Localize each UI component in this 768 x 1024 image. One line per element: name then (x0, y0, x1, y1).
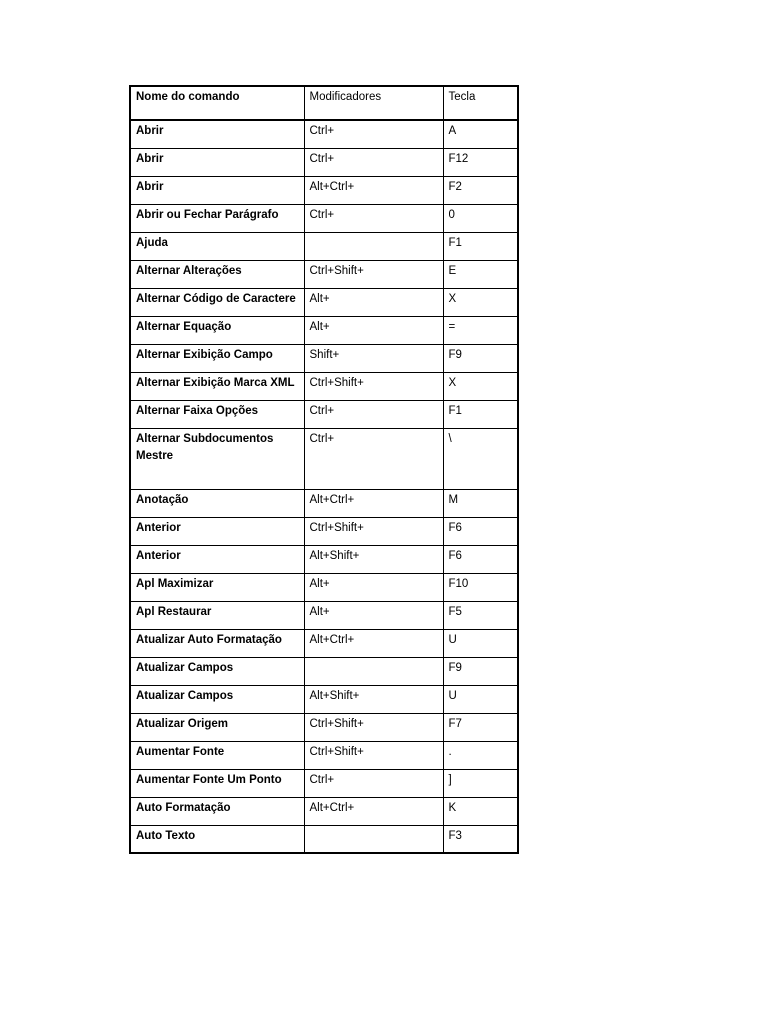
cell-key: F6 (443, 517, 518, 545)
cell-modifiers: Ctrl+ (304, 769, 443, 797)
cell-modifiers: Alt+ (304, 316, 443, 344)
cell-key: M (443, 489, 518, 517)
table-body (130, 120, 518, 853)
table-row (130, 288, 518, 316)
cell-modifiers: Ctrl+Shift+ (304, 372, 443, 400)
cell-key: X (443, 372, 518, 400)
cell-command-name: Atualizar Auto Formatação (130, 629, 304, 657)
table-row (130, 372, 518, 400)
table-row (130, 344, 518, 372)
cell-command-name: Abrir (130, 176, 304, 204)
cell-command-name: Anotação (130, 489, 304, 517)
table-row (130, 769, 518, 797)
cell-command-name: Atualizar Origem (130, 713, 304, 741)
cell-key: F5 (443, 601, 518, 629)
table-row (130, 741, 518, 769)
cell-modifiers: Ctrl+Shift+ (304, 517, 443, 545)
cell-key: F6 (443, 545, 518, 573)
table-row (130, 400, 518, 428)
table-row (130, 260, 518, 288)
cell-key: E (443, 260, 518, 288)
cell-command-name: Apl Restaurar (130, 601, 304, 629)
cell-key: F3 (443, 825, 518, 853)
cell-command-name: Auto Texto (130, 825, 304, 853)
cell-modifiers: Alt+Shift+ (304, 685, 443, 713)
table-header (130, 86, 518, 120)
cell-key: ] (443, 769, 518, 797)
cell-key: F12 (443, 148, 518, 176)
cell-key: F7 (443, 713, 518, 741)
table-row (130, 428, 518, 489)
cell-command-name: Apl Maximizar (130, 573, 304, 601)
cell-command-name: Alternar Alterações (130, 260, 304, 288)
table-row (130, 148, 518, 176)
cell-modifiers: Ctrl+ (304, 400, 443, 428)
cell-command-name: Alternar Exibição Campo (130, 344, 304, 372)
cell-key: U (443, 685, 518, 713)
cell-command-name: Alternar Equação (130, 316, 304, 344)
table-row (130, 657, 518, 685)
cell-key: F1 (443, 400, 518, 428)
cell-command-name: Anterior (130, 517, 304, 545)
cell-modifiers: Alt+ (304, 601, 443, 629)
cell-command-name: Anterior (130, 545, 304, 573)
cell-command-name: Atualizar Campos (130, 657, 304, 685)
cell-modifiers: Alt+Ctrl+ (304, 489, 443, 517)
table-row (130, 601, 518, 629)
cell-modifiers: Ctrl+ (304, 428, 443, 489)
cell-key: X (443, 288, 518, 316)
header-modifiers: Modificadores (304, 86, 443, 120)
cell-modifiers: Shift+ (304, 344, 443, 372)
table-row (130, 629, 518, 657)
cell-key: F9 (443, 657, 518, 685)
table-row (130, 489, 518, 517)
cell-modifiers: Ctrl+ (304, 148, 443, 176)
cell-modifiers: Alt+Shift+ (304, 545, 443, 573)
cell-command-name: Auto Formatação (130, 797, 304, 825)
cell-key: \ (443, 428, 518, 489)
cell-key: A (443, 120, 518, 148)
table-row (130, 120, 518, 148)
cell-modifiers: Alt+ (304, 288, 443, 316)
table-row (130, 232, 518, 260)
cell-command-name: Abrir (130, 120, 304, 148)
cell-key: . (443, 741, 518, 769)
cell-command-name: Aumentar Fonte Um Ponto (130, 769, 304, 797)
cell-key: F2 (443, 176, 518, 204)
cell-modifiers (304, 232, 443, 260)
table-row (130, 713, 518, 741)
cell-key: F1 (443, 232, 518, 260)
cell-command-name: Abrir (130, 148, 304, 176)
table-row (130, 797, 518, 825)
header-key: Tecla (443, 86, 518, 120)
cell-command-name: Alternar Código de Caractere (130, 288, 304, 316)
cell-key: U (443, 629, 518, 657)
cell-command-name: Alternar Subdocumentos Mestre (130, 428, 304, 489)
cell-modifiers: Alt+Ctrl+ (304, 176, 443, 204)
cell-modifiers: Ctrl+ (304, 204, 443, 232)
cell-command-name: Abrir ou Fechar Parágrafo (130, 204, 304, 232)
cell-modifiers: Alt+Ctrl+ (304, 797, 443, 825)
cell-modifiers: Alt+Ctrl+ (304, 629, 443, 657)
cell-modifiers: Ctrl+Shift+ (304, 260, 443, 288)
header-row (130, 86, 518, 120)
cell-key: 0 (443, 204, 518, 232)
table-row (130, 545, 518, 573)
table-row (130, 176, 518, 204)
cell-command-name: Ajuda (130, 232, 304, 260)
cell-key: K (443, 797, 518, 825)
cell-key: F10 (443, 573, 518, 601)
table-row (130, 685, 518, 713)
table-row (130, 517, 518, 545)
cell-command-name: Alternar Faixa Opções (130, 400, 304, 428)
cell-key: = (443, 316, 518, 344)
table-row (130, 825, 518, 853)
cell-modifiers: Alt+ (304, 573, 443, 601)
table-row (130, 316, 518, 344)
cell-command-name: Atualizar Campos (130, 685, 304, 713)
table-row (130, 204, 518, 232)
cell-modifiers (304, 825, 443, 853)
cell-modifiers: Ctrl+Shift+ (304, 741, 443, 769)
cell-command-name: Alternar Exibição Marca XML (130, 372, 304, 400)
table-row (130, 573, 518, 601)
shortcut-table (129, 85, 519, 854)
header-command-name: Nome do comando (130, 86, 304, 120)
cell-modifiers: Ctrl+Shift+ (304, 713, 443, 741)
cell-key: F9 (443, 344, 518, 372)
cell-modifiers: Ctrl+ (304, 120, 443, 148)
cell-modifiers (304, 657, 443, 685)
cell-command-name: Aumentar Fonte (130, 741, 304, 769)
